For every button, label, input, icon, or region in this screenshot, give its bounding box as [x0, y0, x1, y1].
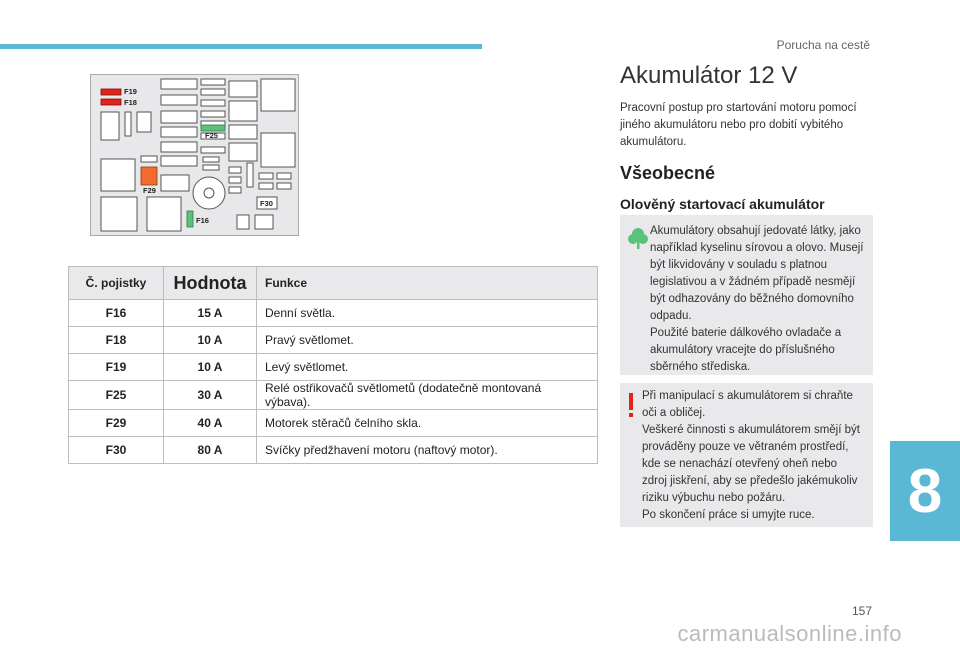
- label-f29: F29: [143, 186, 156, 195]
- fuse-slot: [201, 111, 225, 117]
- connector-post: [204, 188, 214, 198]
- fuse-slot: [229, 167, 241, 173]
- relay-block: [147, 197, 181, 231]
- fuse-slot: [101, 112, 119, 140]
- fuse-f29: [141, 167, 157, 185]
- fuse-slot: [277, 183, 291, 189]
- table-row: [69, 437, 598, 464]
- fuse-slot: [229, 177, 241, 183]
- page-title: Akumulátor 12 V: [620, 62, 798, 89]
- section-title: Porucha na cestě: [776, 38, 870, 52]
- header-value: Hodnota: [164, 267, 257, 300]
- cell-value: 10 A: [164, 327, 257, 354]
- table-row: [69, 327, 598, 354]
- label-f16: F16: [196, 216, 209, 225]
- cell-value: 30 A: [164, 381, 257, 410]
- eco-note-box: [620, 215, 873, 375]
- table-row: [69, 410, 598, 437]
- fuse-slot: [161, 142, 197, 152]
- cell-function: Svíčky předžhavení motoru (naftový motor).: [257, 437, 598, 464]
- fuse-slot: [203, 165, 219, 170]
- fuse-slot: [203, 157, 219, 162]
- page-number: 157: [851, 604, 873, 618]
- fuse-slot: [161, 156, 197, 166]
- fuse-f18: [101, 99, 121, 105]
- cell-fuse: F29: [69, 410, 164, 437]
- cell-value: 80 A: [164, 437, 257, 464]
- warning-exclamation-icon: [626, 393, 636, 425]
- fuse-slot: [161, 175, 189, 191]
- cell-fuse: F18: [69, 327, 164, 354]
- fuse-slot: [141, 156, 157, 162]
- cell-fuse: F25: [69, 381, 164, 410]
- cell-function: Levý světlomet.: [257, 354, 598, 381]
- table-row: [69, 354, 598, 381]
- header-fuse: Č. pojistky: [69, 267, 164, 300]
- cell-fuse: F30: [69, 437, 164, 464]
- fuse-f19: [101, 89, 121, 95]
- cell-function: Relé ostřikovačů světlometů (dodatečně montovaná výbava).: [257, 381, 598, 410]
- relay-block: [229, 125, 257, 139]
- fuse-slot: [201, 89, 225, 95]
- label-f18: F18: [124, 98, 137, 107]
- fuse-slot: [237, 215, 249, 229]
- fuse-slot: [229, 187, 241, 193]
- fuse-box-diagram: [90, 74, 299, 236]
- cell-function: Motorek stěračů čelního skla.: [257, 410, 598, 437]
- label-f30: F30: [260, 199, 273, 208]
- cell-fuse: F19: [69, 354, 164, 381]
- chapter-tab: [890, 441, 960, 541]
- relay-block: [101, 159, 135, 191]
- cell-function: Pravý světlomet.: [257, 327, 598, 354]
- relay-block: [261, 79, 295, 111]
- chapter-number: 8: [907, 456, 943, 526]
- table-header-row: [69, 267, 598, 300]
- relay-block: [101, 197, 137, 231]
- cell-value: 10 A: [164, 354, 257, 381]
- subheading: Olověný startovací akumulátor: [620, 196, 825, 212]
- fuse-table: [68, 266, 598, 464]
- relay-block: [229, 143, 257, 161]
- header-function: Funkce: [257, 267, 598, 300]
- fuse-slot: [247, 163, 253, 187]
- cell-function: Denní světla.: [257, 300, 598, 327]
- warning-note-text: Při manipulací s akumulátorem si chraňte oči a obličej. Veškeré činnosti s akumulátorem smějí být prováděny pouze ve větraném prostředí, kde se nenachází otevřený oheň nebo zdroj jiskření, aby se předešlo jakémukoliv riziku výbuchu nebo požáru. Po skončení práce si umyjte ruce.: [642, 390, 860, 521]
- eco-tree-icon: [628, 227, 648, 255]
- fuse-box-svg: [91, 75, 298, 235]
- label-f19: F19: [124, 87, 137, 96]
- watermark: carmanualsonline.info: [677, 621, 902, 646]
- table-row: [69, 300, 598, 327]
- fuse-slot: [161, 95, 197, 105]
- cell-fuse: F16: [69, 300, 164, 327]
- fuse-slot: [259, 173, 273, 179]
- battery-section: [620, 62, 875, 212]
- fuse-slot: [201, 147, 225, 153]
- label-f25: F25: [205, 131, 218, 140]
- fuse-slot: [255, 215, 273, 229]
- fuse-f16: [187, 211, 193, 227]
- relay-block: [261, 133, 295, 167]
- table-row: [69, 381, 598, 410]
- cell-value: 15 A: [164, 300, 257, 327]
- fuse-slot: [125, 112, 131, 136]
- fuse-slot: [201, 79, 225, 85]
- fuse-slot: [201, 100, 225, 106]
- fuse-slot: [161, 127, 197, 137]
- general-heading: Všeobecné: [620, 163, 716, 183]
- relay-block: [229, 81, 257, 97]
- eco-note-text: Akumulátory obsahují jedovaté látky, jako například kyselinu sírovou a olovo. Musejí být likvidovány v souladu s platnou legislativou a v žádném případě nesmějí být odhazovány do běžného domovního odpadu. Použité baterie dálkového ovladače a akumulátory vracejte do příslušného sběrného střediska.: [650, 225, 864, 373]
- warning-note-box: [620, 383, 873, 527]
- header-accent-bar: [0, 44, 482, 49]
- fuse-slot: [259, 183, 273, 189]
- fuse-slot: [161, 79, 197, 89]
- intro-text: Pracovní postup pro startování motoru pomocí jiného akumulátoru nebo pro dobití vybitého akumulátoru.: [620, 102, 857, 148]
- fuse-slot: [161, 111, 197, 123]
- cell-value: 40 A: [164, 410, 257, 437]
- fuse-slot: [277, 173, 291, 179]
- relay-block: [229, 101, 257, 121]
- fuse-slot: [137, 112, 151, 132]
